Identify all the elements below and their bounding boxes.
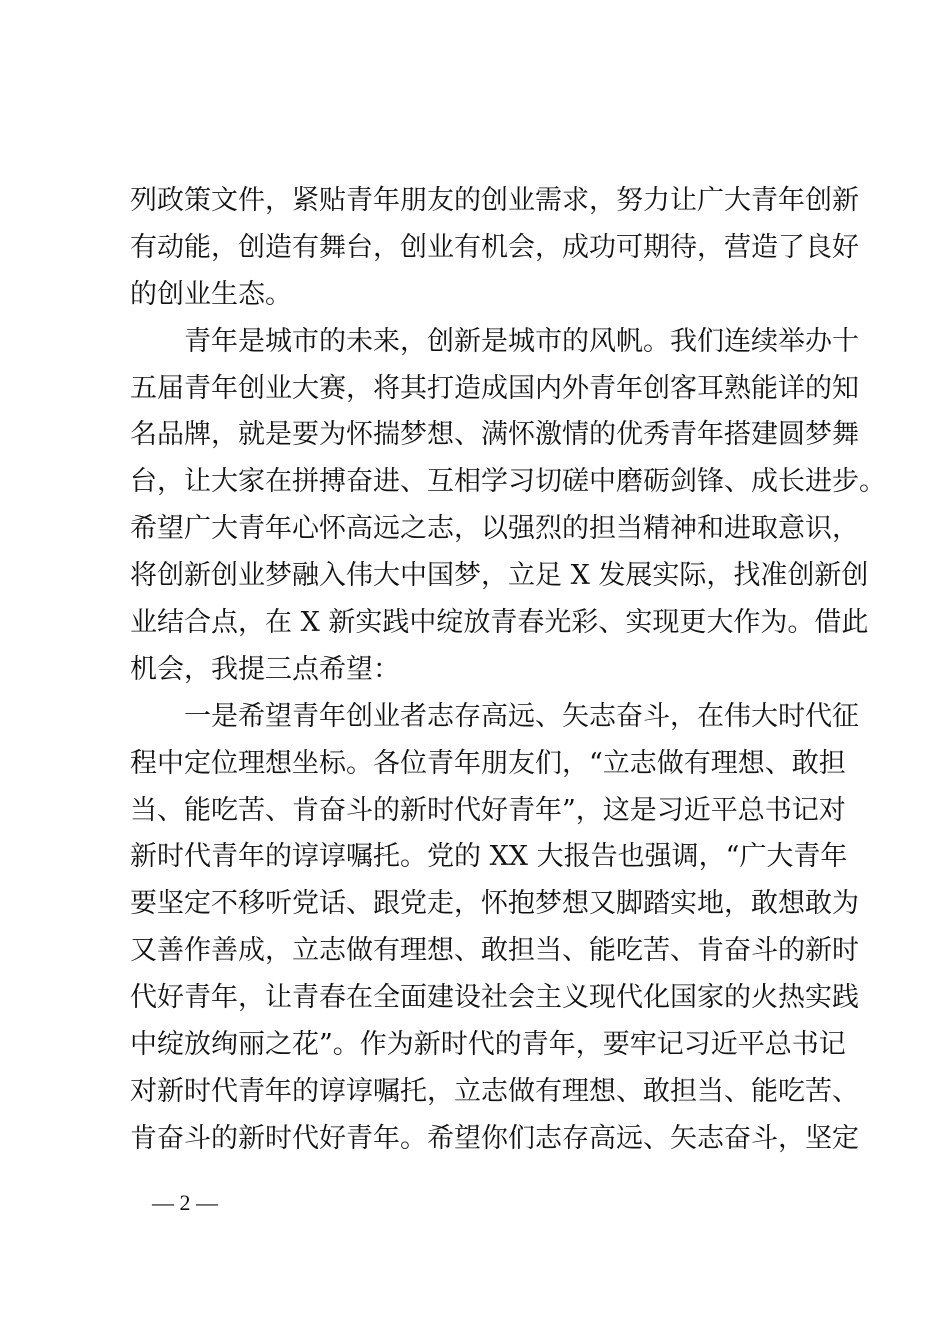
- text-line: 代好青年，让青春在全面建设社会主义现代化国家的火热实践: [130, 982, 859, 1014]
- text-line: 的创业生态。: [130, 278, 292, 310]
- text-line: 程中定位理想坐标。各位青年朋友们，“立志做有理想、敢担: [130, 747, 846, 779]
- text-line: 一是希望青年创业者志存高远、矢志奋斗，在伟大时代征: [130, 700, 859, 732]
- text-line: 台，让大家在拼搏奋进、互相学习切磋中磨砺剑锋、成长进步。: [130, 466, 886, 498]
- text-line: 要坚定不移听党话、跟党走，怀抱梦想又脚踏实地，敢想敢为: [130, 888, 859, 920]
- text-line: 将创新创业梦融入伟大中国梦，立足 X 发展实际，找准创新创: [130, 560, 869, 592]
- text-line: 对新时代青年的谆谆嘱托，立志做有理想、敢担当、能吃苦、: [130, 1075, 859, 1107]
- text-line: 业结合点，在 X 新实践中绽放青春光彩、实现更大作为。借此: [130, 607, 869, 639]
- text-line: 肯奋斗的新时代好青年。希望你们志存高远、矢志奋斗，坚定: [130, 1122, 859, 1154]
- text-line: 机会，我提三点希望：: [130, 653, 400, 685]
- text-line: 希望广大青年心怀高远之志，以强烈的担当精神和进取意识，: [130, 513, 859, 545]
- text-line: 列政策文件，紧贴青年朋友的创业需求，努力让广大青年创新: [130, 185, 859, 216]
- text-line: 有动能，创造有舞台，创业有机会，成功可期待，营造了良好: [130, 231, 859, 263]
- text-line: 新时代青年的谆谆嘱托。党的 XX 大报告也强调，“广大青年: [130, 841, 848, 873]
- text-line: 又善作善成，立志做有理想、敢担当、能吃苦、肯奋斗的新时: [130, 935, 859, 967]
- page-number: — 2 —: [152, 1190, 218, 1215]
- body-text: [130, 178, 886, 1163]
- text-line: 中绽放绚丽之花”。作为新时代的青年，要牢记习近平总书记: [130, 1029, 846, 1061]
- text-line: 五届青年创业大赛，将其打造成国内外青年创客耳熟能详的知: [130, 372, 859, 404]
- text-line: 青年是城市的未来，创新是城市的风帆。我们连续举办十: [130, 325, 859, 357]
- text-line: 名品牌，就是要为怀揣梦想、满怀激情的优秀青年搭建圆梦舞: [130, 419, 859, 451]
- text-line: 当、能吃苦、肯奋斗的新时代好青年”，这是习近平总书记对: [130, 794, 846, 826]
